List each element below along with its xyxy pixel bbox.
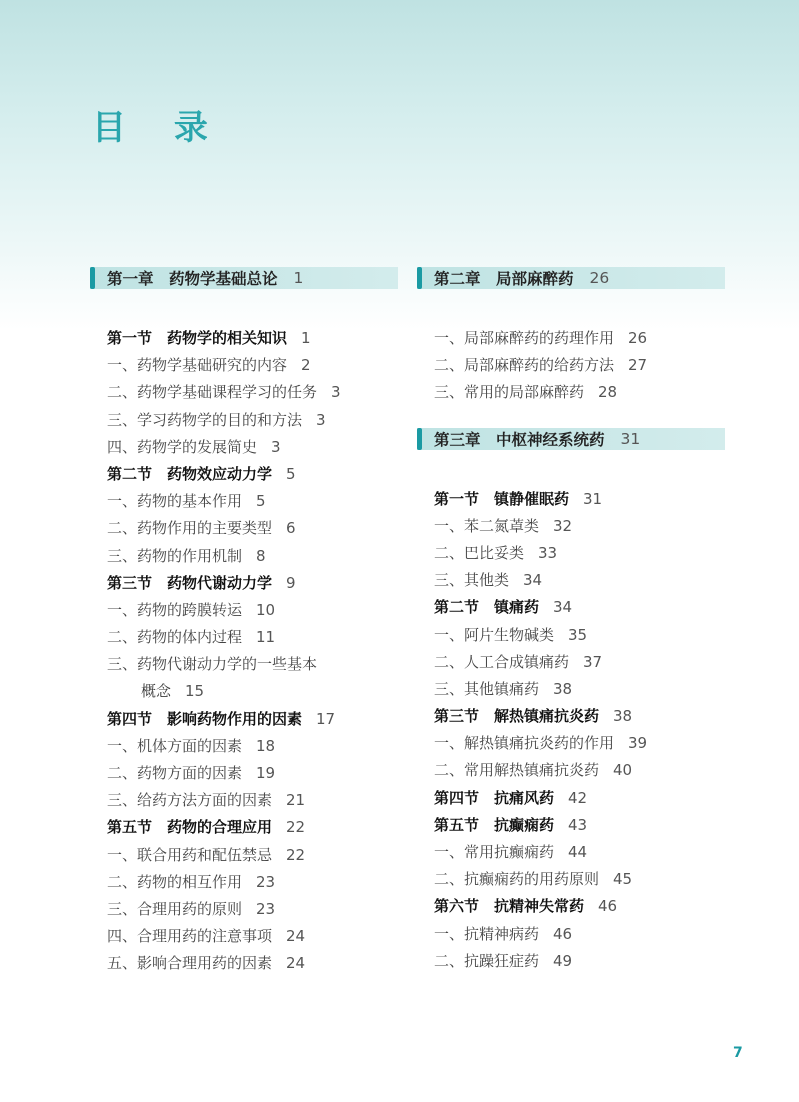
toc-item[interactable] bbox=[90, 733, 400, 760]
entry-page: 3 bbox=[271, 437, 281, 456]
chapter-title: 第二章 局部麻醉药 bbox=[434, 270, 574, 288]
entry-page: 43 bbox=[568, 815, 588, 834]
entry-title: 一、药物学基础研究的内容 bbox=[107, 356, 288, 375]
entry-page: 11 bbox=[256, 628, 276, 647]
entry-page: 23 bbox=[256, 872, 276, 891]
entry-title: 第六节 抗精神失常药 bbox=[434, 897, 585, 916]
chapter-page: 1 bbox=[293, 269, 304, 287]
toc-item[interactable] bbox=[417, 866, 727, 893]
entry-page: 10 bbox=[256, 600, 276, 619]
entry-title: 第四节 影响药物作用的因素 bbox=[107, 709, 303, 728]
toc-item[interactable] bbox=[417, 513, 727, 540]
entry-title: 第四节 抗痛风药 bbox=[434, 788, 555, 807]
chapter-heading[interactable] bbox=[417, 267, 725, 289]
toc-item[interactable] bbox=[90, 787, 400, 814]
entry-page: 17 bbox=[316, 709, 336, 728]
toc-section[interactable] bbox=[417, 703, 727, 730]
toc-item[interactable] bbox=[417, 649, 727, 676]
chapter-marker bbox=[417, 428, 422, 450]
entry-page: 24 bbox=[286, 927, 306, 946]
entry-page: 22 bbox=[286, 818, 306, 837]
entry-title: 四、合理用药的注意事项 bbox=[107, 927, 273, 946]
entry-page: 46 bbox=[553, 924, 573, 943]
entry-title: 一、药物的基本作用 bbox=[107, 492, 243, 511]
toc-list bbox=[90, 325, 400, 978]
entry-page: 9 bbox=[286, 573, 296, 592]
toc-left-column bbox=[90, 267, 400, 978]
toc-item[interactable] bbox=[417, 757, 727, 784]
entry-title: 一、常用抗癫痫药 bbox=[434, 843, 555, 861]
chapter-page: 31 bbox=[620, 429, 641, 448]
entry-title: 三、其他类 bbox=[434, 571, 510, 590]
entry-page: 49 bbox=[553, 951, 573, 970]
entry-title: 三、合理用药的原则 bbox=[107, 899, 243, 918]
toc-section[interactable] bbox=[417, 812, 727, 839]
toc-item[interactable] bbox=[90, 488, 400, 515]
entry-page: 33 bbox=[538, 543, 558, 562]
toc-item[interactable] bbox=[90, 950, 400, 977]
toc-item[interactable] bbox=[417, 921, 727, 948]
toc-right-column bbox=[417, 267, 727, 975]
toc-item[interactable] bbox=[90, 379, 400, 406]
toc-item[interactable] bbox=[90, 760, 400, 787]
entry-page: 1 bbox=[301, 329, 311, 347]
entry-title: 二、药物的体内过程 bbox=[107, 628, 243, 647]
entry-title: 二、药物学基础课程学习的任务 bbox=[107, 383, 318, 402]
chapter-marker bbox=[90, 267, 95, 289]
toc-item[interactable] bbox=[90, 678, 400, 705]
toc-item[interactable] bbox=[417, 948, 727, 975]
toc-section[interactable] bbox=[417, 594, 727, 621]
toc-item[interactable] bbox=[90, 597, 400, 624]
entry-page: 21 bbox=[286, 791, 306, 810]
chapter-heading[interactable] bbox=[90, 267, 398, 289]
toc-section[interactable] bbox=[90, 706, 400, 733]
entry-title: 三、药物的作用机制 bbox=[107, 546, 243, 565]
entry-page: 15 bbox=[185, 682, 205, 701]
entry-page: 28 bbox=[598, 383, 618, 402]
toc-item[interactable] bbox=[417, 325, 727, 352]
toc-item[interactable] bbox=[90, 624, 400, 651]
entry-title: 第二节 药物效应动力学 bbox=[107, 464, 273, 483]
spacer bbox=[417, 407, 727, 428]
entry-page: 40 bbox=[613, 761, 633, 780]
chapter-title: 第一章 药物学基础总论 bbox=[107, 270, 278, 288]
entry-page: 34 bbox=[523, 571, 543, 590]
entry-title: 一、药物的跨膜转运 bbox=[107, 600, 243, 619]
entry-page: 35 bbox=[568, 625, 588, 644]
entry-title: 四、药物学的发展简史 bbox=[107, 437, 258, 456]
entry-title: 五、影响合理用药的因素 bbox=[107, 954, 273, 973]
toc-section[interactable] bbox=[90, 814, 400, 841]
entry-title: 概念 bbox=[141, 682, 172, 701]
toc-item[interactable] bbox=[417, 730, 727, 757]
entry-title: 二、药物方面的因素 bbox=[107, 764, 243, 782]
entry-page: 6 bbox=[286, 519, 296, 538]
entry-page: 22 bbox=[286, 845, 306, 864]
chapter-heading[interactable] bbox=[417, 428, 725, 450]
toc-item[interactable] bbox=[417, 839, 727, 866]
toc-section[interactable] bbox=[90, 570, 400, 597]
entry-title: 三、药物代谢动力学的一些基本 bbox=[107, 655, 318, 674]
entry-title: 一、解热镇痛抗炎药的作用 bbox=[434, 734, 615, 753]
toc-item[interactable] bbox=[417, 676, 727, 703]
toc-item[interactable] bbox=[90, 842, 400, 869]
entry-title: 一、阿片生物碱类 bbox=[434, 625, 555, 644]
entry-title: 二、药物作用的主要类型 bbox=[107, 519, 273, 538]
toc-item[interactable] bbox=[417, 567, 727, 594]
entry-title: 第二节 镇痛药 bbox=[434, 598, 540, 617]
entry-title: 第三节 药物代谢动力学 bbox=[107, 573, 273, 592]
entry-page: 23 bbox=[256, 899, 276, 918]
entry-page: 3 bbox=[331, 383, 341, 402]
entry-title: 三、其他镇痛药 bbox=[434, 679, 540, 698]
entry-page: 18 bbox=[256, 736, 276, 755]
entry-title: 一、机体方面的因素 bbox=[107, 736, 243, 755]
entry-title: 第一节 镇静催眠药 bbox=[434, 489, 570, 508]
toc-item[interactable] bbox=[417, 622, 727, 649]
toc-item[interactable] bbox=[417, 540, 727, 567]
toc-item[interactable] bbox=[90, 352, 400, 379]
entry-page: 45 bbox=[613, 870, 633, 889]
toc-section[interactable] bbox=[90, 461, 400, 488]
toc-item[interactable] bbox=[90, 543, 400, 570]
entry-title: 第一节 药物学的相关知识 bbox=[107, 329, 288, 347]
entry-page: 19 bbox=[256, 764, 276, 782]
toc-item[interactable] bbox=[90, 923, 400, 950]
toc-item[interactable] bbox=[90, 407, 400, 434]
toc-item[interactable] bbox=[90, 434, 400, 461]
spacer bbox=[417, 450, 727, 486]
entry-page: 26 bbox=[628, 329, 648, 347]
entry-title: 二、药物的相互作用 bbox=[107, 872, 243, 891]
entry-page: 34 bbox=[553, 598, 573, 617]
toc-section[interactable] bbox=[417, 785, 727, 812]
entry-title: 二、局部麻醉药的给药方法 bbox=[434, 356, 615, 375]
entry-title: 二、抗癫痫药的用药原则 bbox=[434, 870, 600, 889]
entry-title: 一、联合用药和配伍禁忌 bbox=[107, 845, 273, 864]
entry-page: 5 bbox=[286, 464, 296, 483]
toc-item[interactable] bbox=[417, 379, 727, 406]
entry-title: 第五节 药物的合理应用 bbox=[107, 818, 273, 837]
toc-item[interactable] bbox=[90, 869, 400, 896]
entry-page: 5 bbox=[256, 492, 266, 511]
page-title: 目 录 bbox=[92, 108, 226, 148]
entry-page: 42 bbox=[568, 788, 588, 807]
spacer bbox=[417, 289, 727, 325]
entry-page: 31 bbox=[583, 489, 603, 508]
page-number: 7 bbox=[733, 1045, 743, 1061]
toc-list bbox=[417, 486, 727, 975]
toc-item[interactable] bbox=[90, 515, 400, 542]
entry-page: 38 bbox=[613, 707, 633, 726]
toc-item[interactable] bbox=[90, 651, 400, 678]
entry-title: 三、常用的局部麻醉药 bbox=[434, 383, 585, 402]
entry-page: 46 bbox=[598, 897, 618, 916]
entry-page: 8 bbox=[256, 546, 266, 565]
toc-section[interactable] bbox=[90, 325, 400, 352]
toc-section[interactable] bbox=[417, 893, 727, 920]
entry-page: 2 bbox=[301, 356, 311, 375]
entry-page: 38 bbox=[553, 679, 573, 698]
entry-title: 三、给药方法方面的因素 bbox=[107, 791, 273, 810]
chapter-page: 26 bbox=[589, 269, 610, 287]
toc-item[interactable] bbox=[90, 896, 400, 923]
entry-title: 二、抗躁狂症药 bbox=[434, 951, 540, 970]
spacer bbox=[90, 289, 400, 325]
entry-title: 二、巴比妥类 bbox=[434, 543, 525, 562]
entry-page: 39 bbox=[628, 734, 648, 753]
entry-title: 一、苯二氮䓬类 bbox=[434, 516, 540, 535]
toc-item[interactable] bbox=[417, 352, 727, 379]
entry-page: 44 bbox=[568, 843, 588, 861]
chapter-title: 第三章 中枢神经系统药 bbox=[434, 430, 605, 449]
entry-page: 32 bbox=[553, 516, 573, 535]
entry-title: 一、局部麻醉药的药理作用 bbox=[434, 329, 615, 347]
entry-title: 二、常用解热镇痛抗炎药 bbox=[434, 761, 600, 780]
entry-page: 24 bbox=[286, 954, 306, 973]
entry-page: 37 bbox=[583, 652, 603, 671]
entry-title: 第三节 解热镇痛抗炎药 bbox=[434, 707, 600, 726]
entry-page: 3 bbox=[316, 410, 326, 429]
entry-title: 三、学习药物学的目的和方法 bbox=[107, 410, 303, 429]
entry-title: 一、抗精神病药 bbox=[434, 924, 540, 943]
toc-section[interactable] bbox=[417, 486, 727, 513]
chapter-marker bbox=[417, 267, 422, 289]
toc-list bbox=[417, 325, 727, 407]
entry-title: 二、人工合成镇痛药 bbox=[434, 652, 570, 671]
entry-title: 第五节 抗癫痫药 bbox=[434, 815, 555, 834]
entry-page: 27 bbox=[628, 356, 648, 375]
